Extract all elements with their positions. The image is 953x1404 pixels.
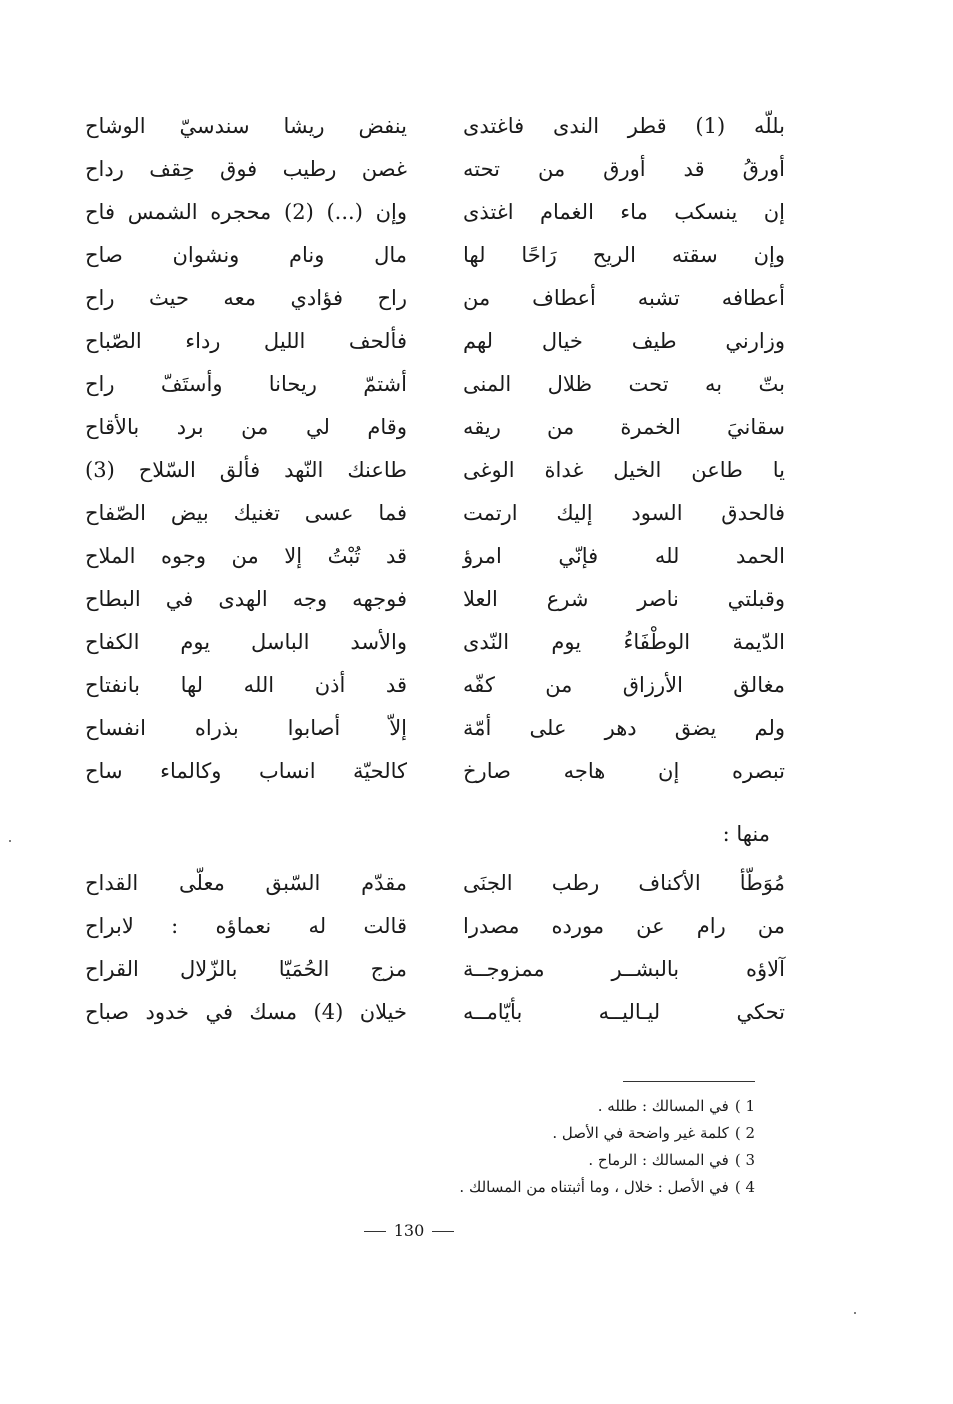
footnote-divider: [623, 1081, 755, 1082]
verse-row: [85, 707, 785, 750]
first-hemistich: بللّه (1) قطر الندى فاغتدى: [463, 114, 785, 138]
verse-row: [85, 535, 785, 578]
second-hemistich: قد أذن الله لها بانفتاح: [85, 673, 407, 697]
second-hemistich: فألحف الليل رداء الصّباح: [85, 329, 407, 353]
second-hemistich: طاعنك النّهد فألق السّلاح (3): [85, 458, 407, 482]
second-hemistich: والأسد الباسل يوم الكفاح: [85, 630, 407, 654]
footnote: [459, 1120, 755, 1147]
footnotes: [459, 1093, 755, 1201]
footnote-text: في المسالك : الرماح .: [588, 1151, 729, 1169]
verse-row: [85, 621, 785, 664]
first-hemistich: وإن سقته الريح رَاحًا لها: [463, 243, 785, 267]
verse-row: [85, 991, 785, 1034]
first-hemistich: وزارني طيف خيال لهم: [463, 329, 785, 353]
first-hemistich: من رام عن مورده مصدرا: [463, 914, 785, 938]
footnote-number: 3 ): [734, 1151, 755, 1169]
second-hemistich: أشتمّ ريحانا وأستَفّ راح: [85, 372, 407, 396]
second-hemistich: إلاّ أصابوا بذراه انفساح: [85, 716, 407, 740]
footnote-text: في الأصل : خلال ، وما أثبتناه من المسالك .: [459, 1178, 729, 1196]
footnote-number: 2 ): [734, 1124, 755, 1142]
second-hemistich: وإن (...) (2) محجره الشمس فاح: [85, 200, 408, 224]
verse-row: [85, 234, 785, 277]
first-hemistich: أورقُ قد أورق من تحته: [463, 157, 785, 181]
footnote: [459, 1147, 755, 1174]
first-hemistich: فالحدق السود إليك ارتمت: [463, 501, 785, 525]
poem-section-2: [85, 862, 785, 1034]
verse-row: [85, 320, 785, 363]
verse-row: [85, 578, 785, 621]
second-hemistich: مزج الحُمَيّا بالزّلال القراح: [85, 957, 407, 981]
footnote-number: 4 ): [734, 1178, 755, 1196]
second-hemistich: قالت له نعماؤه : لابراح: [85, 914, 407, 938]
first-hemistich: أعطافه تشبه أعطاف من: [463, 286, 785, 310]
second-hemistich: قد تُبْتُ إلا من وجوه الملاح: [85, 544, 407, 568]
first-hemistich: تحكي ليـاليــه بأيّامــه: [463, 1000, 785, 1024]
first-hemistich: سقانيَ الخمرة من ريقه: [463, 415, 785, 439]
first-hemistich: وقبلتي ناصر شرع العلا: [463, 587, 785, 611]
second-hemistich: ينفض ريشا سندسيّ الوشاح: [85, 114, 407, 138]
second-hemistich: مقدّم السّبق معلّى القداح: [85, 871, 407, 895]
dash-left: [364, 1231, 386, 1232]
second-hemistich: خيلان (4) مسك في خدود صباح: [85, 1000, 407, 1024]
first-hemistich: بتّ به تحت ظلال المنى: [463, 372, 785, 396]
verse-row: [85, 406, 785, 449]
verse-row: [85, 862, 785, 905]
second-hemistich: راح فؤادي معه حيث راح: [85, 286, 407, 310]
footnote: [459, 1093, 755, 1120]
verse-row: [85, 948, 785, 991]
verse-row: [85, 105, 785, 148]
second-hemistich: غصن رطيب فوق حِقف رداح: [85, 157, 407, 181]
first-hemistich: يا طاعن الخيل غداة الوغى: [463, 458, 785, 482]
second-hemistich: وقام لي من برد بالأقاح: [85, 415, 407, 439]
second-hemistich: فما عسى تغنيك بيض الصّفاح: [85, 501, 407, 525]
verse-row: [85, 664, 785, 707]
dash-right: [432, 1231, 454, 1232]
verse-row: [85, 277, 785, 320]
first-hemistich: تبصره إن هاجه صارخ: [463, 759, 785, 783]
scan-speck: [9, 840, 11, 842]
page-number-text: 130: [393, 1221, 425, 1240]
verse-row: [85, 492, 785, 535]
footnote-text: كلمة غير واضحة في الأصل .: [552, 1124, 729, 1142]
first-hemistich: مغالق الأرزاق من كفّه: [463, 673, 785, 697]
first-hemistich: ولم يضق دهر على أمّة: [463, 716, 785, 740]
verse-row: [85, 363, 785, 406]
footnote-text: في المسالك : طلله .: [597, 1097, 729, 1115]
second-hemistich: كالحيّة انساب وكالماء ساح: [85, 759, 407, 783]
verse-row: [85, 191, 785, 234]
page-number: [0, 1221, 818, 1240]
verse-row: [85, 750, 785, 793]
first-hemistich: إن ينسكب ماء الغمام اغتذى: [463, 200, 785, 224]
footnote-number: 1 ): [734, 1097, 755, 1115]
second-hemistich: فوجهه وجه الهدى في البطاح: [85, 587, 407, 611]
scan-speck: [854, 1312, 856, 1314]
section-intro: منها :: [722, 822, 770, 846]
poem-section-1: [85, 105, 785, 793]
verse-row: [85, 449, 785, 492]
first-hemistich: مُوَطّأ الأكناف رطب الجنَى: [463, 871, 785, 895]
first-hemistich: الحمد لله فإنّي امرؤ: [463, 544, 785, 568]
second-hemistich: مال ونام ونشوان صاح: [85, 243, 407, 267]
verse-row: [85, 148, 785, 191]
first-hemistich: آلاؤه بالبشــر ممزوجــة: [463, 957, 785, 981]
footnote: [459, 1174, 755, 1201]
verse-row: [85, 905, 785, 948]
first-hemistich: الدّيمة الوطْفَاءُ يوم النّدى: [463, 630, 785, 654]
